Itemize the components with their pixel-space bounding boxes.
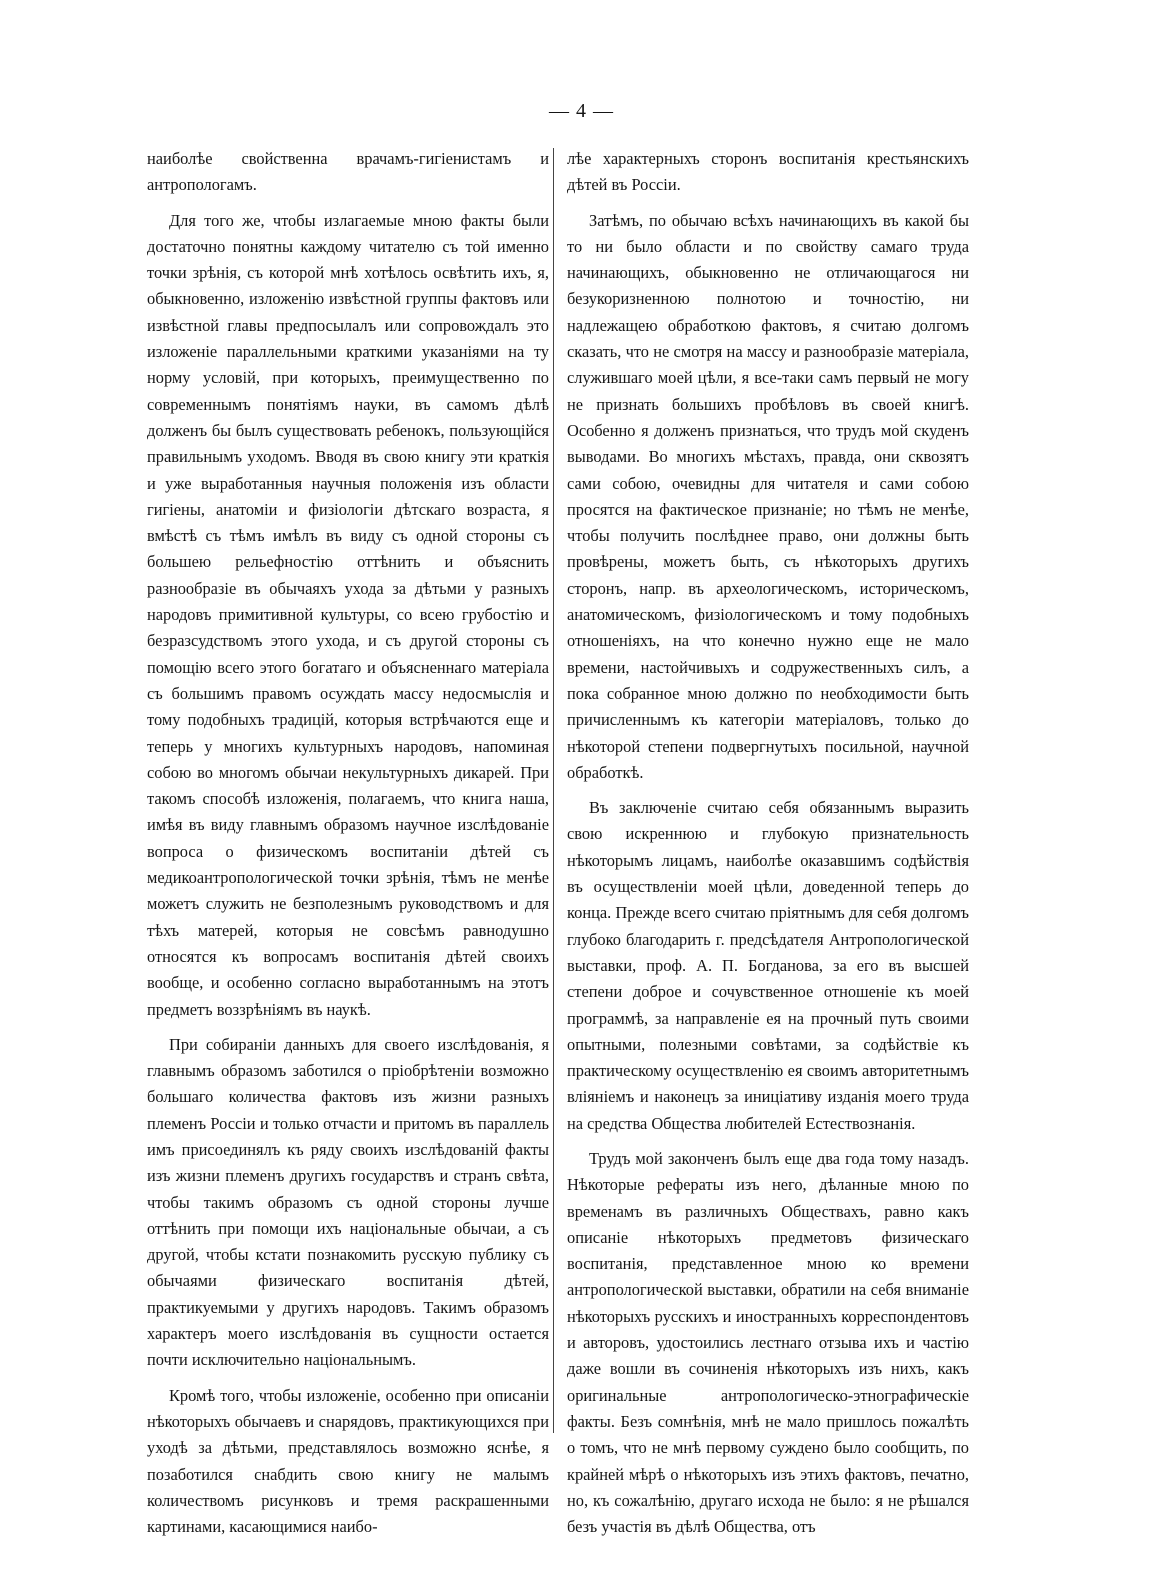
left-paragraph-2: Для того же, чтобы излагаемые мною факты были достаточно понятны каждому читателю съ той именно точки зрѣнія, съ которой мнѣ хотѣлось освѣтить ихъ, я, обыкновенно, изложенію извѣстной группы фактовъ или извѣстной главы предпосылалъ или сопровождалъ это изложеніе параллельными краткими указаніями на ту норму условій, при которыхъ, преимущественно по современнымъ понятіямъ науки, въ самомъ дѣлѣ долженъ бы былъ существовать ребенокъ, пользующійся правильнымъ уходомъ. Вводя въ свою книгу эти краткія и уже выработанныя научныя положенія изъ области гигіены, анатоміи и физіологіи дѣтскаго возраста, я вмѣстѣ съ тѣмъ имѣлъ въ виду съ одной стороны съ большею рельефностію оттѣнить и объяснить разнообразіе въ обычаяхъ ухода за дѣтьми у разныхъ народовъ примитивной культуры, со всею грубостію и безразсудствомъ этого ухода, и съ другой стороны съ помощію всего этого богатаго и объясненнаго матеріала съ большимъ правомъ осуждать массу недосмыслія и тому подобныхъ традицій, которыя встрѣчаются еще и теперь у многихъ культурныхъ народовъ, напоминая собою во многомъ обычаи некультурныхъ дикарей. При такомъ способѣ изложенія, полагаемъ, что книга наша, имѣя въ виду главнымъ образомъ научное изслѣдованіе вопроса о физическомъ воспитаніи дѣтей съ медикоантропологической точки зрѣнія, тѣмъ не менѣе можетъ служить не безполезнымъ руководствомъ и для тѣхъ матерей, которыя не совсѣмъ равнодушно относятся къ вопросамъ воспитанія дѣтей своихъ вообще, и особенно согласно выработаннымъ на этотъ предметъ воззрѣніямъ въ наукѣ. — [147, 210, 549, 1019]
left-paragraph-1: наиболѣе свойственна врачамъ-гигіенистамъ и антропологамъ. — [147, 149, 549, 195]
right-paragraph-3: Въ заключеніе считаю себя обязаннымъ выразить свою искреннюю и глубокую признательность нѣкоторымъ лицамъ, наиболѣе оказавшимъ содѣйствія въ осуществленіи моей цѣли, доведенной теперь до конца. Прежде всего считаю пріятнымъ для себя долгомъ глубоко благодарить г. предсѣдателя Антропологической выставки, проф. А. П. Богданова, за его въ высшей степени доброе и сочувственное отношеніе къ моей программѣ, за направленіе ея на прочный путь своими опытными, полезными совѣтами, за содѣйствіе къ практическому осуществленію ея своимъ авторитетнымъ вліяніемъ и наконецъ за иниціативу изданія моего труда на средства Общества любителей Естествознанія. — [567, 798, 969, 1133]
left-paragraph-3: При собираніи данныхъ для своего изслѣдованія, я главнымъ образомъ заботился о пріобрѣтеніи возможно большаго количества фактовъ изъ жизни разныхъ племенъ Россіи и только отчасти и притомъ въ параллель имъ присоединялъ къ ряду своихъ изслѣдованій факты изъ жизни племенъ другихъ государствъ и странъ свѣта, чтобы такимъ образомъ съ одной стороны лучше оттѣнить при помощи ихъ національные обычаи, а съ другой, чтобы кстати познакомить русскую публику съ обычаями физическаго воспитанія дѣтей, практикуемыми у другихъ народовъ. Такимъ образомъ характеръ моего изслѣдованія въ сущности остается почти исключительно національнымъ. — [147, 1034, 549, 1370]
right-paragraph-1: лѣе характерныхъ сторонъ воспитанія крестьянскихъ дѣтей въ Россіи. — [567, 149, 969, 195]
left-column — [147, 146, 549, 1540]
page-number: — 4 — — [549, 100, 614, 122]
right-paragraph-4: Трудъ мой законченъ былъ еще два года тому назадъ. Нѣкоторые рефераты изъ него, дѣланные мною по временамъ въ различныхъ Обществахъ, равно какъ описаніе нѣкоторыхъ предметовъ физическаго воспитанія, представленное мною ко времени антропологической выставки, обратили на себя вниманіе нѣкоторыхъ русскихъ и иностранныхъ корреспондентовъ и авторовъ, удостоились лестнаго отзыва ихъ и частію даже вошли въ сочиненія нѣкоторыхъ изъ нихъ, какъ оригинальные антропологическо-этнографическіе факты. Безъ сомнѣнія, мнѣ не мало пришлось пожалѣть о томъ, что не мнѣ первому суждено было сообщить, по крайней мѣрѣ о нѣкоторыхъ изъ этихъ фактовъ, печатно, но, къ сожалѣнію, другаго исхода не было: я не рѣшался безъ участія въ дѣлѣ Общества, отъ — [567, 1148, 969, 1537]
right-column — [567, 146, 969, 1540]
column-divider — [553, 148, 554, 1433]
left-paragraph-4: Кромѣ того, чтобы изложеніе, особенно при описаніи нѣкоторыхъ обычаевъ и снарядовъ, практикующихся при уходѣ за дѣтьми, представлялось возможно яснѣе, я позаботился снабдить свою книгу не малымъ количествомъ рисунковъ и тремя раскрашенными картинами, касающимися наибо- — [147, 1385, 549, 1537]
right-paragraph-2: Затѣмъ, по обычаю всѣхъ начинающихъ въ какой бы то ни было области и по свойству самаго труда начинающихъ, обыкновенно не отличающагося ни безукоризненною полнотою и точностію, ни надлежащею обработкою фактовъ, я считаю долгомъ сказать, что не смотря на массу и разнообразіе матеріала, служившаго моей цѣли, я все-таки самъ первый не могу не признать большихъ пробѣловъ въ своей книгѣ. Особенно я долженъ признаться, что трудъ мой скуденъ выводами. Во многихъ мѣстахъ, правда, они сквозятъ сами собою, очевидны для читателя и сами собою просятся на фактическое признаніе; но тѣмъ не менѣе, чтобы получить послѣднее право, они должны быть провѣрены, можетъ быть, съ нѣкоторыхъ другихъ сторонъ, напр. въ археологическомъ, историческомъ, анатомическомъ, физіологическомъ и тому подобныхъ отношеніяхъ, на что конечно нужно еще не мало времени, настойчивыхъ и содружественныхъ силъ, а пока собранное мною должно по необходимости быть причисленнымъ къ категоріи матеріаловъ, только до нѣкоторой степени подвергнутыхъ посильной, научной обработкѣ. — [567, 210, 969, 782]
